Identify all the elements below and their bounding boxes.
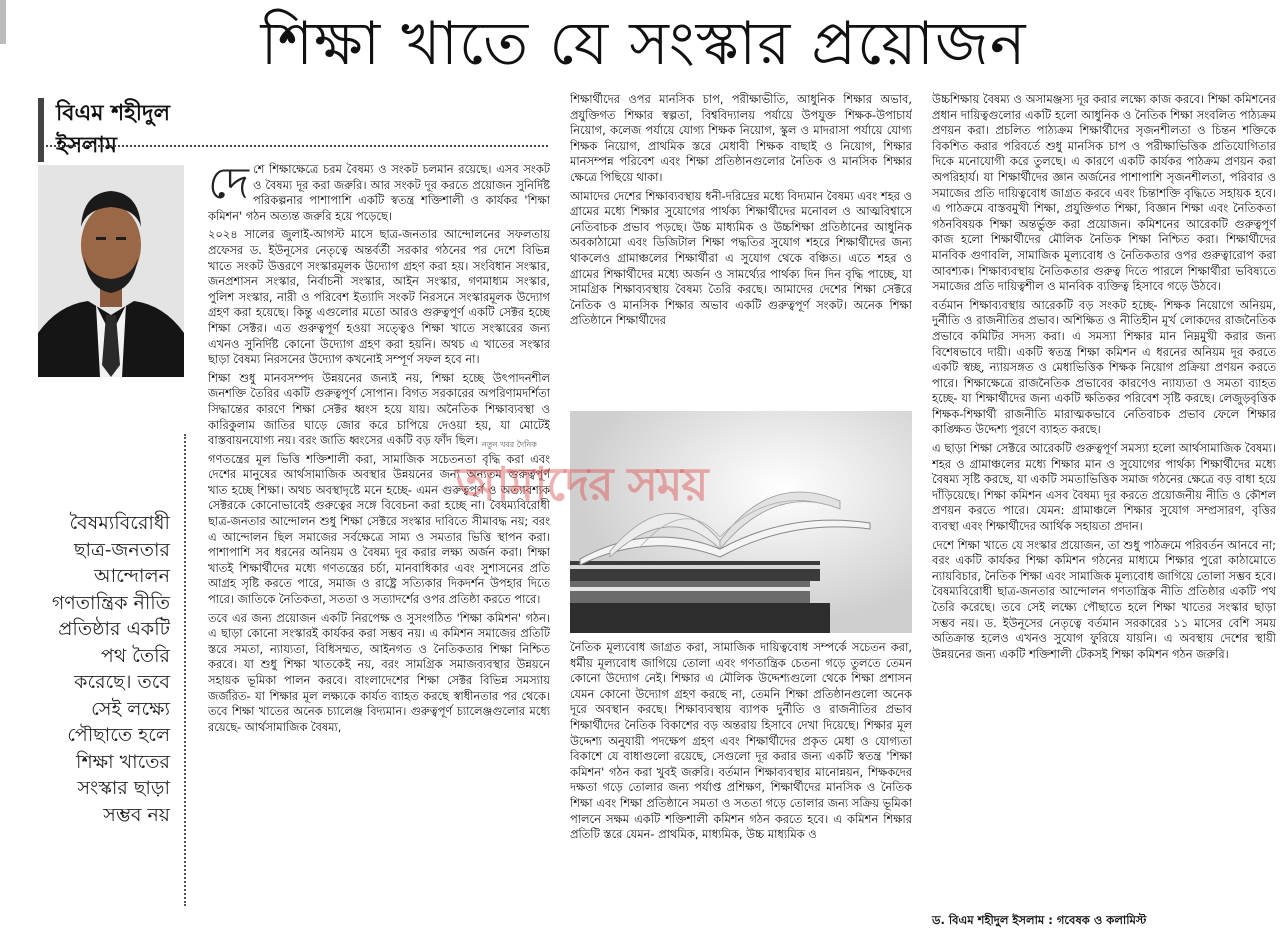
paragraph: গণতন্ত্রের মূল ভিত্তি শক্তিশালী করা, সামাজিক সচেতনতা বৃদ্ধি করা এবং দেশের মানুষের আর্থসামাজিক অবস্থার উন্নয়নের জন্য অন্যতম গুরুত্বপূর্ণ খাত হচ্ছে শিক্ষা। অথচ অবস্থাদৃষ্টে মনে হচ্ছে- এমন গুরুত্বপূর্ণ ও অত্যাবশ্যক সেক্টরকে কোনোভাবেই গুরুত্বের সঙ্গে বিবেচনা করা হচ্ছে না। বৈষম্যবিরোধী ছাত্র-জনতার আন্দোলন শুধু শিক্ষা সেক্টরে সংস্কার দাবিতে সীমাবদ্ধ নয়; বরং এ আন্দোলন ছিল সমাজের সর্বক্ষেত্রে সাম্য ও সমতার ভিত্তি স্থাপন করা। পাশাপাশি সব ধরনের অনিয়ম ও বৈষম্য দূর করার লক্ষ্য অর্জন করা। শিক্ষা খাতই শিক্ষার্থীদের মধ্যে গণতন্ত্রের চর্চা, মানবাধিকার এবং সুশাসনের প্রতি আগ্রহ সৃষ্টি করতে পারে, সমাজ ও রাষ্ট্রে সত্যিকার দিকদর্শন উপহার দিতে পারে। জাতিকে নৈতিকতা, সততা ও সত্যাদর্শের ওপর প্রতিষ্ঠা করতে পারে। [208,451,550,607]
paragraph: নৈতিক মূল্যবোধ জাগ্রত করা, সামাজিক দায়িত্ববোধ সম্পর্কে সচেতন করা, ধর্মীয় মূল্যবোধ জাগিয়ে তোলা এবং গণতান্ত্রিক চেতনা গড়ে তুলতে তেমন কোনো উদ্যোগ নেই। শিক্ষার এ মৌলিক উদ্দেশ্যগুলো থেকে শিক্ষা প্রশাসন যেমন কোনো উদ্যোগ গ্রহণ করছে না, তেমনি শিক্ষা প্রতিষ্ঠানগুলো অনেক দূরে অবস্থান করছে। শিক্ষাব্যবস্থায় ব্যাপক দুর্নীতি ও রাজনীতির প্রভাব শিক্ষার্থীদের নৈতিক বিকাশের বড় অন্তরায় হিসাবে দেখা দিয়েছে। শিক্ষার মূল উদ্দেশ্য অনুযায়ী পদক্ষেপ গ্রহণ এবং শিক্ষার্থীদের প্রকৃত মেধা ও যোগ্যতা বিকাশে যে বাধাগুলো রয়েছে, সেগুলো দূর করার জন্য একটি স্বতন্ত্র 'শিক্ষা কমিশন' গঠন করা খুবই জরুরি। বর্তমান শিক্ষাব্যবস্থার মানোন্নয়ন, শিক্ষকদের দক্ষতা গড়ে তোলার জন্য পর্যাপ্ত প্রশিক্ষণ, শিক্ষার্থীদের মানসিক ও নৈতিক শিক্ষা এবং শিক্ষা প্রতিষ্ঠানে সমতা ও সততা গড়ে তোলার জন্য সক্রিয় ভূমিকা পালনে সক্ষম একটি শক্তিশালী কমিশন গঠন করতে হবে। এ কমিশন শিক্ষার প্রতিটি স্তরে যেমন- প্রাথমিক, মাধ্যমিক, উচ্চ মাধ্যমিক ও [570,640,912,842]
author-note: ড. বিএম শহীদুল ইসলাম : গবেষক ও কলামিস্ট [932,913,1147,927]
newspaper-watermark: আমাদের সময় [456,457,708,511]
article-column-2-top [570,92,912,412]
paragraph: শিক্ষা শুধু মানবসম্পদ উন্নয়নের জন্যই নয়, শিক্ষা হচ্ছে উৎপাদনশীল জনশক্তি তৈরির একটি গুরুত্বপূর্ণ সোপান। বিগত সরকারের অপরিণামদর্শিতা সিদ্ধান্তের কারণে শিক্ষা সেক্টর ধ্বংস হয়ে যায়। অনৈতিক শিক্ষাব্যবস্থা ও কারিকুলাম জাতির ঘাড়ে জোর করে চাপিয়ে দেওয়া হয়, যা মোটেই বাস্তবায়নযোগ্য নয়। বরং জাতি ধ্বংসের একটি বড় ফাঁদ ছিল। [208,370,550,448]
byline-divider [38,145,548,147]
author-photo [38,165,184,377]
headline: শিক্ষা খাতে যে সংস্কার প্রয়োজন [260,9,1027,79]
paragraph-text: শে শিক্ষাক্ষেত্রে চরম বৈষম্য ও সংকট চলমান রয়েছে। এসব সংকট ও বৈষম্য দূর করা জরুরি। আর সংকট দূর করতে প্রয়োজন সুনির্দিষ্ট পরিকল্পনার পাশাপাশি একটি স্বতন্ত্র শক্তিশালী ও কার্যকর 'শিক্ষা কমিশন' গঠন অত্যন্ত জরুরি হয়ে পড়েছে। [208,162,550,223]
pullquote: বৈষম্যবিরোধী ছাত্র-জনতার আন্দোলন গণতান্ত্রিক নীতি প্রতিষ্ঠার একটি পথ তৈরি করেছে। তবে সেই লক্ষ্যে পৌছাতে হলে শিক্ষা খাতের সংস্কার ছাড়া সম্ভব নয় [51,512,170,826]
paragraph [208,162,550,224]
paragraph: আমাদের দেশের শিক্ষাব্যবস্থায় ধনী-দরিদ্রের মধ্যে বিদ্যমান বৈষম্য এবং শহর ও গ্রামের মধ্যে শিক্ষার সুযোগের পার্থক্য শিক্ষার্থীদের মনোবল ও আত্মবিশ্বাসে নেতিবাচক প্রভাব পড়ছে। উচ্চ মাধ্যমিক ও উচ্চশিক্ষা প্রতিষ্ঠানের আধুনিক অবকাঠামো এবং ডিজিটাল শিক্ষা পদ্ধতির সুযোগ শহরে শিক্ষার্থীদের জন্য থাকলেও গ্রামাঞ্চলের শিক্ষার্থীরা এ সুযোগ থেকে বঞ্চিত। এতে শহর ও গ্রামের শিক্ষার্থীদের মধ্যে অর্জন ও সামর্থ্যের পার্থক্য দিন দিন বৃদ্ধি পাচ্ছে, যা সামগ্রিক শিক্ষাব্যবস্থায় বৈষম্য তৈরি করছে। আমাদের দেশের শিক্ষা সেক্টরে নৈতিক ও মানসিক শিক্ষার অভাব একটি গুরুত্বপূর্ণ সংকট। অনেক শিক্ষা প্রতিষ্ঠানে শিক্ষার্থীদের [570,188,912,328]
paragraph: শিক্ষার্থীদের ওপর মানসিক চাপ, পরীক্ষাভীতি, আধুনিক শিক্ষার অভাব, প্রযুক্তিগত শিক্ষার স্বল্পতা, বিশ্ববিদ্যালয় পর্যায়ে উপযুক্ত শিক্ষক-উপাচার্য নিয়োগ, কলেজ পর্যায়ে যোগ্য শিক্ষক নিয়োগ, স্কুল ও মাদরাসা পর্যায়ে যোগ্য শিক্ষক নিয়োগ, প্রাথমিক স্তরে মেধাবী শিক্ষক বাছাই ও নিয়োগ, শিক্ষার মানসম্পন্ন পরিবেশ এবং শিক্ষা প্রতিষ্ঠানগুলোর নৈতিক ও মানসিক শিক্ষার ক্ষেত্রে পিছিয়ে থাকা। [570,92,912,184]
paragraph: দেশে শিক্ষা খাতে যে সংস্কার প্রয়োজন, তা শুধু পাঠক্রমে পরিবর্তন আনবে না; বরং একটি কার্যকর শিক্ষা কমিশন গঠনের মাধ্যমে শিক্ষার পুরো কাঠামোতে ন্যায়বিচার, নৈতিক শিক্ষা এবং সামাজিক মূল্যবোধ জাগিয়ে তোলা সম্ভব হবে। বৈষম্যবিরোধী ছাত্র-জনতার আন্দোলন গণতান্ত্রিক নীতি প্রতিষ্ঠার একটি পথ তৈরি করেছে। তবে সেই লক্ষ্যে পৌছাতে হলে শিক্ষা খাতের সংস্কার ছাড়া সম্ভব নয়। ড. ইউনূসের নেতৃত্বে বর্তমান সরকারের ১১ মাসের বেশি সময় অতিক্রান্ত হলেও এখনও সুযোগ ফুরিয়ে যায়নি। এ অবস্থায় দেশের স্থায়ী উন্নয়নের জন্য একটি শক্তিশালী টেকসই শিক্ষা কমিশন গঠন জরুরি। [932,537,1276,661]
article-column-2-bottom [570,640,912,930]
pullquote-divider [184,434,186,906]
drop-cap: দে [208,162,249,209]
article-column-1 [208,162,550,930]
byline: বিএম শহীদুল ইসলাম [38,98,206,162]
article-column-3 [932,92,1276,908]
image-credit: নতুন খবর দৈনিক [482,440,537,449]
paragraph: উচ্চশিক্ষায় বৈষম্য ও অসামঞ্জস্য দূর করার লক্ষ্যে কাজ করবে। শিক্ষা কমিশনের প্রধান দায়িত্বগুলোর একটি হলো আধুনিক ও নৈতিক শিক্ষা সংবলিত পাঠ্যক্রম প্রণয়ন করা। প্রচলিত পাঠ্যক্রম শিক্ষার্থীদের সৃজনশীলতা ও চিন্তন শক্তিকে বিকশিত করার পরিবর্তে শুধু মানসিক চাপ ও পরীক্ষাভিত্তিক প্রতিযোগিতার দিকে মনোযোগী করে তুলছে। এ কারণে একটি কার্যকর পাঠক্রম প্রণয়ন করা অপরিহার্য। যা শিক্ষার্থীদের জ্ঞান অর্জনের পাশাপাশি সৃজনশীলতা, পরিবার ও সমাজের প্রতি দায়িত্ববোধ জাগ্রত করবে এবং চিন্তাশক্তি বৃদ্ধিতে সহায়ক হবে। এ পাঠক্রমে বাস্তবমুখী শিক্ষা, প্রযুক্তিগত শিক্ষা, বিজ্ঞান শিক্ষা এবং নৈতিকতা গঠনবিষয়ক শিক্ষা অন্তর্ভুক্ত করা প্রয়োজন। কমিশনের আরেকটি গুরুত্বপূর্ণ কাজ হলো শিক্ষার্থীদের মৌলিক নৈতিক শিক্ষা নিশ্চিত করা। শিক্ষার্থীদের মানবিক গুণাবলি, সামাজিক মূল্যবোধ ও নৈতিকতার ওপর গুরুত্বারোপ করা আবশ্যক। শিক্ষাব্যবস্থায় নৈতিকতার গুরুত্ব দিতে পারলে শিক্ষার্থীরা ভবিষ্যতে সমাজের প্রতি দায়িত্বশীল ও মানবিক ব্যক্তিত্ব হিসাবে গড়ে উঠবে। [932,92,1276,294]
paragraph: তবে এর জন্য প্রয়োজন একটি নিরপেক্ষ ও সুসংগঠিত 'শিক্ষা কমিশন' গঠন। এ ছাড়া কোনো সংস্কারই কার্যকর করা সম্ভব নয়। এ কমিশন সমাজের প্রতিটি স্তরে সমতা, ন্যায্যতা, বিধিসম্মত, আইনগত ও নৈতিকতার শিক্ষা নিশ্চিত করবে। যা শুধু শিক্ষা খাতকেই নয়, বরং সামগ্রিক সমাজব্যবস্থার উন্নয়নে সহায়ক ভূমিকা পালন করবে। বাংলাদেশের শিক্ষা সেক্টর বিভিন্ন সমস্যায় জর্জরিত- যা শিক্ষার মূল লক্ষ্যকে কার্যত ব্যাহত করছে স্বাধীনতার পর থেকে। তবে শিক্ষা খাতের অনেক চ্যালেঞ্জ বিদ্যমান। গুরুত্বপূর্ণ চ্যালেঞ্জগুলোর মধ্যে রয়েছে- আর্থসামাজিক বৈষম্য, [208,610,550,734]
paragraph: বর্তমান শিক্ষাব্যবস্থায় আরেকটি বড় সংকট হচ্ছে- শিক্ষক নিয়োগে অনিয়ম, দুর্নীতি ও রাজনীতির প্রভাব। অশিক্ষিত ও নীতিহীন মূর্খ লোকদের রাজনৈতিক প্রভাবে কমিটির সদস্য করা। এ সমস্যা শিক্ষার মান নিম্নমুখী করার জন্য বিশেষভাবে দায়ী। একটি স্বতন্ত্র শিক্ষা কমিশন এ ধরনের অনিয়ম দূর করতে একটি স্বচ্ছ, ন্যায়সঙ্গত ও মেধাভিত্তিক শিক্ষক নিয়োগ প্রক্রিয়া প্রণয়ন করতে পারে। শিক্ষাক্ষেত্রে রাজনৈতিক প্রভাবের কারণেও ন্যায্যতা ও সমতা ব্যাহত হচ্ছে- যা শিক্ষার্থীদের জন্য একটি ক্ষতিকর পরিবেশ সৃষ্টি করছে। লেজুড়বৃত্তিক শিক্ষক-শিক্ষার্থী রাজনীতি মারাত্মকভাবে নেতিবাচক প্রভাব ফেলে শিক্ষার কাঙ্ক্ষিত উদ্দেশ্য পূরণে ব্যাহত করছে। [932,297,1276,437]
paragraph: ২০২৪ সালের জুলাই-আগস্ট মাসে ছাত্র-জনতার আন্দোলনের সফলতায় প্রফেসর ড. ইউনূসের নেতৃত্বে অন্তর্বর্তী সরকার গঠনের পর দেশে বিভিন্ন খাতে সংকট উত্তরণে সংস্কারমূলক উদ্যোগ গ্রহণ করা হয়। সংবিধান সংস্কার, জনপ্রশাসন সংস্কার, নির্বাচনী সংস্কার, আইন সংস্কার, গণমাধ্যম সংস্কার, পুলিশ সংস্কার, নারী ও পরিবেশ ইত্যাদি সংকট নিরসনে সংস্কারমূলক উদ্যোগ গ্রহণ করা হয়েছে। কিন্তু এগুলোর মতো আরও গুরুত্বপূর্ণ একটি সেক্টর হচ্ছে শিক্ষা সেক্টর। এত গুরুত্বপূর্ণ হওয়া সত্ত্বেও শিক্ষা খাতে সংস্কারের জন্য এখনও সুনির্দিষ্ট কোনো উদ্যোগ গ্রহণ করা হয়নি। অথচ এ খাতের সংস্কার ছাড়া বৈষম্য নিরসনের উদ্যোগ কখনোই সম্পূর্ণ সফল হবে না। [208,227,550,367]
paragraph: এ ছাড়া শিক্ষা সেক্টরে আরেকটি গুরুত্বপূর্ণ সমস্যা হলো আর্থসামাজিক বৈষম্য। শহর ও গ্রামাঞ্চলের মধ্যে শিক্ষার মান ও সুযোগের পার্থক্য শিক্ষার্থীদের মধ্যে বৈষম্য সৃষ্টি করছে, যা একটি সমতাভিত্তিক সমাজ গঠনের ক্ষেত্রে বড় বাধা হয়ে দাঁড়িয়েছে। শিক্ষা কমিশন এসব বৈষম্য দূর করতে প্রয়োজনীয় নীতি ও কৌশল প্রণয়ন করতে পারে। যেমন: গ্রামাঞ্চলে শিক্ষার সুযোগ সম্প্রসারণ, বৃত্তির ব্যবস্থা এবং শিক্ষার্থীদের আর্থিক সহায়তা প্রদান। [932,441,1276,534]
